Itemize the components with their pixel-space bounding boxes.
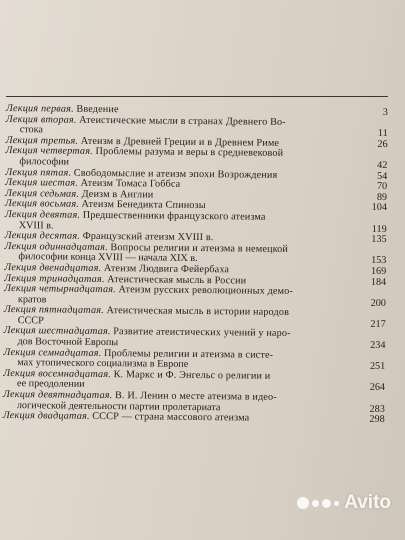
lecture-number: Лекция третья. [5, 134, 79, 147]
top-rule [6, 96, 388, 97]
lecture-title: Атеистическая мысль в истории народов [106, 305, 290, 319]
lecture-number: Лекция девятая. [4, 208, 81, 221]
avito-logo-icon [297, 497, 339, 509]
watermark-text: Avito [344, 492, 391, 513]
lecture-title: К. Маркс и Ф. Энгельс о религии и [113, 368, 271, 382]
page-number: 70 [376, 181, 388, 193]
page-number: 169 [370, 265, 387, 277]
lecture-title-continuation: ее преодолении [17, 378, 85, 391]
lecture-number: Лекция шестнадцатая. [3, 325, 111, 338]
page-number: 283 [369, 403, 385, 415]
lecture-title: Атеизм Томаса Гоббса [80, 177, 181, 190]
lecture-number: Лекция тринадцатая. [4, 272, 105, 285]
lecture-title-continuation: дов Восточной Европы [17, 336, 119, 349]
lecture-title: Атеизм Людвига Фейербаха [103, 262, 230, 276]
page-number: 11 [377, 128, 388, 140]
page-number: 26 [377, 138, 388, 150]
page-number: 153 [371, 255, 387, 267]
page-number: 200 [370, 297, 386, 309]
lecture-title: Французский атеизм XVIII в. [82, 230, 214, 244]
page-number: 89 [376, 191, 388, 203]
page-number: 264 [369, 382, 386, 394]
lecture-title: В. И. Ленин о месте атеизма в идео- [114, 390, 277, 403]
lecture-title-continuation: мах утопического социализма в Европе [17, 357, 189, 371]
page-number: 234 [370, 339, 386, 352]
lecture-title: Введение [76, 103, 119, 116]
lecture-title: Предшественники французского атеизма [82, 209, 266, 223]
lecture-title-continuation: стока [19, 124, 44, 136]
lecture-title: Проблемы разума и веры в средневековой [95, 146, 284, 160]
lecture-number: Лекция первая. [5, 103, 74, 115]
page-number: 184 [370, 276, 387, 288]
lecture-title: Вопросы религии и атеизма в немецкой [110, 241, 289, 255]
lecture-number: Лекция девятнадцатая. [2, 389, 113, 402]
lecture-title: Атеистическая мысль в России [107, 273, 247, 287]
lecture-number: Лекция двадцатая. [2, 410, 90, 423]
lecture-title: Атеизм Бенедикта Спинозы [81, 199, 206, 212]
lecture-number: Лекция восемнадцатая. [3, 367, 112, 380]
page-number: 104 [371, 202, 387, 214]
lecture-number: Лекция пятнадцатая. [3, 304, 105, 317]
page-number: 217 [370, 318, 386, 330]
lecture-number: Лекция восьмая. [4, 198, 80, 211]
lecture-number: Лекция шестая. [5, 177, 79, 189]
lecture-number: Лекция седьмая. [5, 187, 80, 200]
page-number: 3 [382, 106, 388, 118]
lecture-title: Атеизм в Древней Греции и в Древнем Риме [80, 135, 280, 149]
page-number: 251 [369, 361, 386, 373]
lecture-title-continuation: философии конца XVIII — начала XIX в. [18, 251, 198, 265]
page-number: 119 [371, 223, 387, 235]
lecture-number: Лекция двенадцатая. [4, 261, 102, 274]
page-number: 42 [377, 159, 388, 171]
page-number: 135 [371, 233, 387, 246]
lecture-title-continuation: СССР [17, 315, 44, 327]
table-of-contents [3, 104, 388, 426]
lecture-number: Лекция вторая. [5, 113, 77, 126]
lecture-title: СССР — страна массового атеизма [92, 411, 250, 424]
lecture-number: Лекция семнадцатая. [3, 346, 102, 359]
lecture-title-continuation: философии [19, 156, 70, 168]
lecture-number: Лекция четвертая. [5, 145, 93, 158]
lecture-title-continuation: XVIII в. [18, 219, 54, 232]
lecture-title: Свободомыслие и атеизм эпохи Возрождения [73, 167, 278, 181]
lecture-title: Деизм в Англии [81, 188, 154, 201]
lecture-title-continuation: логической деятельности партии пролетариата [16, 399, 221, 413]
lecture-title: Развитие атеистических учений у наро- [113, 326, 291, 340]
lecture-title: Проблемы религии и атеизма в систе- [103, 347, 274, 361]
lecture-number: Лекция четырнадцатая. [4, 283, 117, 296]
lecture-title-continuation: кратов [17, 293, 47, 306]
page-number: 54 [377, 170, 388, 182]
avito-watermark [297, 492, 391, 514]
lecture-title: Атеистические мысли в странах Древнего Во- [79, 114, 286, 128]
lecture-title: Атеизм русских революционных демо- [118, 284, 294, 298]
page-number: 298 [369, 414, 385, 426]
lecture-number: Лекция десятая. [4, 230, 81, 242]
lecture-number: Лекция пятая. [5, 166, 72, 179]
lecture-number: Лекция одиннадцатая. [4, 240, 108, 253]
